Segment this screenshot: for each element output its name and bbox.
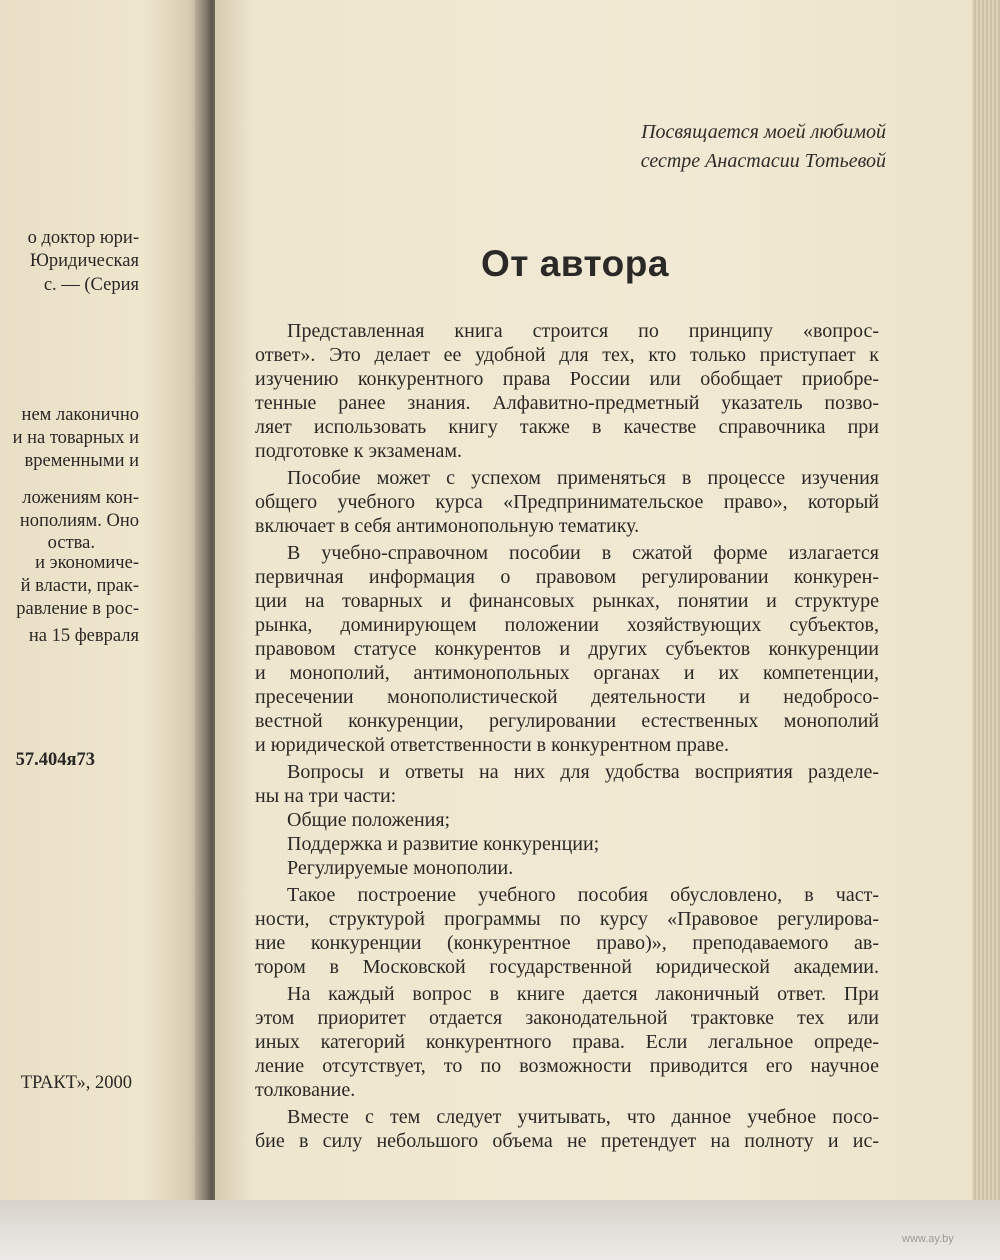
text-line: тенные ранее знания. Алфавитно-предметный указатель позво- — [255, 392, 879, 414]
left-text-line: й власти, прак- — [20, 576, 139, 596]
left-page — [0, 0, 205, 1200]
text-line: иных категорий конкурентного права. Если легальное опреде- — [255, 1031, 879, 1053]
left-text-line: ложениям кон- — [22, 488, 139, 508]
text-line: пресечении монополистической деятельности и недобросо- — [255, 686, 879, 708]
text-line: первичная информация о правовом регулировании конкурен- — [255, 566, 879, 588]
text-line: Такое построение учебного пособия обусловлено, в част- — [287, 884, 879, 906]
left-text-line: с. — (Серия — [43, 275, 139, 295]
left-text-line: нем лаконично — [21, 405, 139, 425]
page-edge — [972, 0, 1000, 1222]
list-item: Регулируемые монополии. — [287, 857, 514, 879]
left-text-line-bold: 57.404я73 — [15, 750, 95, 770]
text-line: правовом статусе конкурентов и других субъектов конкуренции — [255, 638, 879, 660]
left-text-line: о доктор юри- — [27, 228, 139, 248]
text-line: В учебно-справочном пособии в сжатой форме излагается — [287, 542, 879, 564]
left-text-line: Юридическая — [29, 251, 139, 271]
text-line: бие в силу небольшого объема не претендует на полноту и ис- — [255, 1130, 879, 1152]
text-line: вестной конкуренции, регулировании естественных монополий — [255, 710, 879, 732]
text-line: ны на три части: — [255, 785, 397, 807]
text-line: толкование. — [255, 1079, 356, 1101]
left-text-line: нополиям. Оно — [19, 511, 139, 531]
text-line: Представленная книга строится по принципу «вопрос- — [287, 320, 879, 342]
epigraph-line-2: сестре Анастасии Тотьевой — [640, 150, 886, 172]
text-line: и юридической ответственности в конкурентном праве. — [255, 734, 730, 756]
text-line: общего учебного курса «Предпринимательское право», который — [255, 491, 879, 513]
surface — [0, 1200, 1000, 1260]
text-line: рынка, доминирующем положении хозяйствующих субъектов, — [255, 614, 879, 636]
text-line: ние конкуренции (конкурентное право)», преподаваемого ав- — [255, 932, 879, 954]
text-line: Пособие может с успехом применяться в процессе изучения — [287, 467, 879, 489]
text-line: этом приоритет отдается законодательной трактовке тех или — [255, 1007, 879, 1029]
epigraph-line-1: Посвящается моей любимой — [641, 121, 886, 143]
chapter-heading: От автора — [481, 243, 669, 284]
text-line: Вместе с тем следует учитывать, что данное учебное посо- — [287, 1106, 879, 1128]
text-line: ответ». Это делает ее удобной для тех, кто только приступает к — [255, 344, 879, 366]
left-text-line: равление в рос- — [16, 599, 139, 619]
list-item: Поддержка и развитие конкуренции; — [287, 833, 600, 855]
text-line: ции на товарных и финансовых рынках, понятии и структуре — [255, 590, 879, 612]
text-line: Вопросы и ответы на них для удобства восприятия разделе- — [287, 761, 879, 783]
text-line: ляет использовать книгу также в качестве справочника при — [255, 416, 879, 438]
left-text-line: временными и — [24, 451, 139, 471]
list-item: Общие положения; — [287, 809, 451, 831]
text-line: и монополий, антимонопольных органах и их компетенции, — [255, 662, 879, 684]
left-text-line: на 15 февраля — [28, 626, 139, 646]
text-line: подготовке к экзаменам. — [255, 440, 463, 462]
text-line: включает в себя антимонопольную тематику. — [255, 515, 640, 537]
text-line: ности, структурой программы по курсу «Правовое регулирова- — [255, 908, 879, 930]
text-line: На каждый вопрос в книге дается лаконичный ответ. При — [287, 983, 879, 1005]
left-text-line: и экономиче- — [35, 553, 139, 573]
left-text-line: оства. — [47, 533, 95, 553]
left-text-line: и на товарных и — [12, 428, 139, 448]
watermark: www.ay.by — [902, 1233, 954, 1245]
text-line: ление отсутствует, то по возможности приводится его научное — [255, 1055, 879, 1077]
text-line: тором в Московской государственной юридической академии. — [255, 956, 879, 978]
left-text-line: ТРАКТ», 2000 — [20, 1073, 132, 1093]
text-line: изучению конкурентного права России или обобщает приобре- — [255, 368, 879, 390]
